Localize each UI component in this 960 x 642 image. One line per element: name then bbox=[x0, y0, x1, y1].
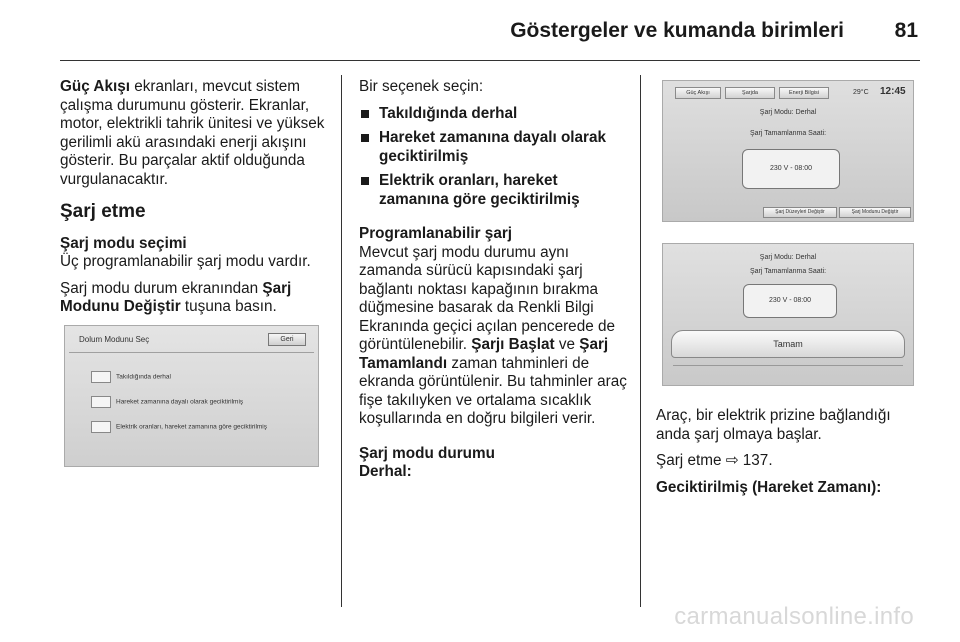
watermark: carmanualsonline.info bbox=[674, 603, 914, 630]
column-divider-1 bbox=[341, 75, 342, 607]
subheading-mode-status: Şarj modu durumu bbox=[359, 444, 495, 462]
charge-complete-term: Şarj Tamamlandı bbox=[359, 336, 609, 372]
press-button-paragraph bbox=[60, 280, 326, 317]
clock: 12:45 bbox=[880, 86, 906, 97]
subheading-mode-select: Şarj modu seçimi bbox=[60, 234, 187, 252]
column-divider-2 bbox=[640, 75, 641, 607]
tab-energy-info[interactable]: Enerji Bilgisi bbox=[779, 87, 829, 99]
popup-complete-label: Şarj Tamamlanma Saati: bbox=[749, 268, 827, 275]
tab-charging[interactable]: Şarjda bbox=[725, 87, 775, 99]
subheading-immediate: Derhal: bbox=[359, 463, 412, 480]
charge-complete-label: Şarj Tamamlanma Saati: bbox=[749, 130, 827, 137]
ok-button[interactable]: Tamam bbox=[671, 330, 905, 358]
power-flow-paragraph bbox=[60, 78, 326, 189]
change-charge-mode-button[interactable]: Şarj Modunu Değiştir bbox=[839, 207, 911, 218]
charging-reference bbox=[656, 452, 926, 471]
subheading-delayed-departure: Geciktirilmiş (Hareket Zamanı): bbox=[656, 478, 882, 496]
header-rule bbox=[60, 60, 920, 61]
programmable-text: Mevcut şarj modu durumu aynı zamanda sürücü kapısındaki şarj bağlantı noktası kapağının bırakma düğmesine basarak da Renkli Bilgi Ekranında geçici açılan pencerede de görüntülenebilir. bbox=[359, 243, 615, 353]
power-flow-term: Güç Akışı bbox=[60, 78, 130, 95]
screen-separator bbox=[69, 352, 314, 353]
charge-status-screen bbox=[662, 80, 914, 222]
plugged-in-paragraph: Araç, bir elektrik prizine bağlandığı anda şarj olmaya başlar. bbox=[656, 407, 891, 443]
option-label: Elektrik oranları, hareket zamanına göre geciktirilmiş bbox=[116, 423, 268, 431]
column-1 bbox=[60, 78, 326, 325]
change-charge-levels-button[interactable]: Şarj Düzeyleri Değiştir bbox=[763, 207, 837, 218]
option-checkbox[interactable] bbox=[91, 371, 111, 383]
page-reference-icon: ⇨ bbox=[725, 452, 739, 469]
back-button[interactable]: Geri bbox=[268, 333, 306, 346]
option-checkbox[interactable] bbox=[91, 396, 111, 408]
option-rate-delayed[interactable] bbox=[91, 421, 267, 433]
option-checkbox[interactable] bbox=[91, 421, 111, 433]
charge-mode-label: Şarj Modu: Derhal bbox=[759, 109, 817, 116]
press-text-pre: Şarj modu durum ekranından bbox=[60, 279, 263, 297]
power-flow-text: ekranları, mevcut sistem çalışma durumunu gösterir. Ekranlar, motor, elektrikli tahrik ünitesi ve yüksek gerilimli akü arasındaki enerji akışını gösterir. Bu parçalar aktif olduğunda vurgulanacaktır. bbox=[60, 78, 325, 188]
tab-power-flow[interactable]: Güç Akışı bbox=[675, 87, 721, 99]
column-3 bbox=[656, 407, 926, 497]
temperature: 29°C bbox=[853, 89, 869, 96]
subheading-programmable: Programlanabilir şarj bbox=[359, 225, 513, 242]
modes-paragraph: Üç programlanabilir şarj modu vardır. bbox=[60, 253, 311, 270]
page-header bbox=[0, 0, 960, 60]
charge-complete-value: 230 V - 08:00 bbox=[742, 149, 840, 189]
popup-complete-value: 230 V - 08:00 bbox=[743, 284, 837, 318]
option-label: Takıldığında derhal bbox=[116, 373, 171, 381]
mode-select-screen bbox=[64, 325, 319, 467]
section-heading-charging: Şarj etme bbox=[60, 201, 146, 222]
page-number: 81 bbox=[894, 19, 918, 42]
charge-popup-screen bbox=[662, 243, 914, 386]
conjunction: ve bbox=[554, 336, 580, 353]
bullet-immediate: Takıldığında derhal bbox=[359, 105, 631, 124]
press-text-post: tuşuna basın. bbox=[180, 298, 277, 315]
option-immediate[interactable] bbox=[91, 371, 171, 383]
header-title: Göstergeler ve kumanda birimleri bbox=[510, 19, 844, 42]
mode-select-title: Dolum Modunu Seç bbox=[79, 335, 150, 344]
programmable-paragraph bbox=[359, 244, 631, 429]
choose-option-text: Bir seçenek seçin: bbox=[359, 78, 484, 95]
programmable-text-2: zaman tahminleri de ekranda görüntülenir. Bu tahminler araç fişe takılıyken ve ortalama sıcaklık koşullarında en doğru bilgileri verir. bbox=[359, 354, 627, 427]
option-label: Hareket zamanına dayalı olarak geciktirilmiş bbox=[116, 398, 244, 406]
reference-text: Şarj etme bbox=[656, 452, 726, 469]
bullet-departure-delayed: Hareket zamanına dayalı olarak geciktirilmiş bbox=[359, 129, 631, 166]
popup-mode-label: Şarj Modu: Derhal bbox=[759, 254, 817, 261]
bullet-rate-delayed: Elektrik oranları, hareket zamanına göre geciktirilmiş bbox=[359, 172, 631, 209]
change-mode-term: Şarj Modunu Değiştir bbox=[60, 279, 292, 315]
popup-divider bbox=[673, 365, 903, 366]
column-2 bbox=[359, 78, 631, 482]
reference-page: 137. bbox=[738, 452, 773, 469]
option-departure-delayed[interactable] bbox=[91, 396, 243, 408]
start-charge-term: Şarjı Başlat bbox=[471, 336, 555, 353]
